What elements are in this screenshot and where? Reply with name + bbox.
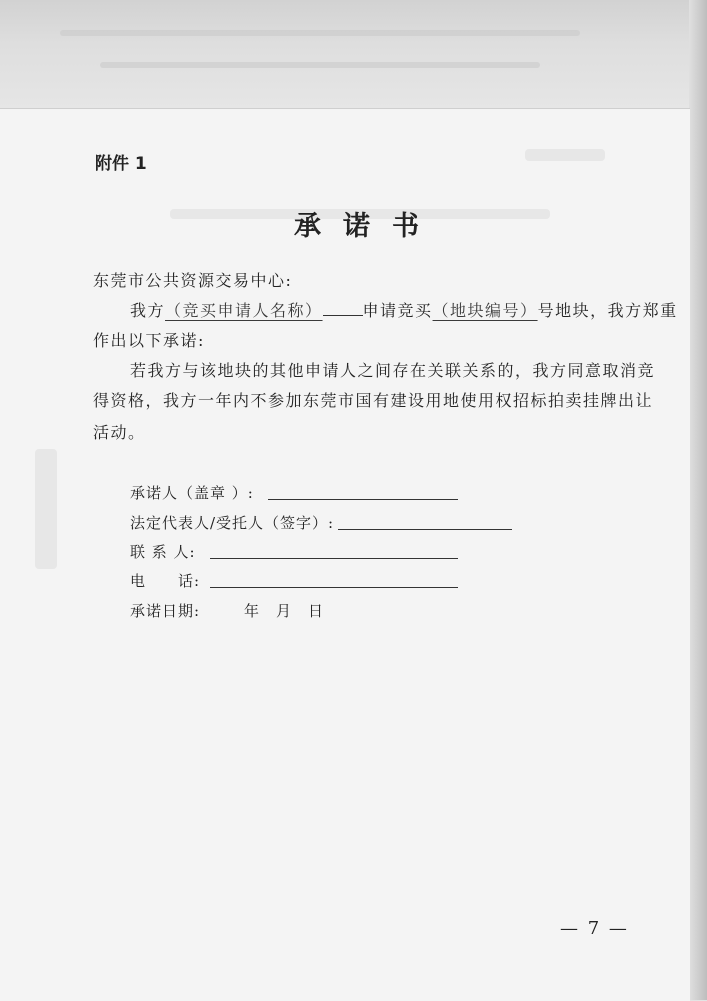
contact-label: 联 系 人: — [130, 543, 196, 561]
addressee: 东莞市公共资源交易中心: — [93, 271, 293, 290]
page-number: — 7 — — [560, 918, 629, 939]
document-title: 承诺书 — [294, 211, 441, 242]
legal-rep-signature-line — [338, 528, 512, 530]
date-value: 年 月 日 — [244, 602, 325, 620]
commitment-line-1 — [130, 296, 678, 326]
bleed-through-text — [60, 30, 580, 36]
bleed-through-text — [100, 62, 540, 68]
underline-blank — [323, 299, 363, 316]
promisor-label: 承诺人（盖章 ）: — [130, 484, 254, 502]
bleed-through-mark — [35, 449, 57, 569]
annex-label: 附件 1 — [95, 154, 147, 174]
date-label: 承诺日期: — [130, 602, 201, 620]
para1-mid: 申请竞买 — [362, 301, 433, 320]
scan-right-edge — [689, 0, 707, 1000]
para1-prefix: 我方 — [130, 301, 166, 320]
commitment-para2-line-1: 若我方与该地块的其他申请人之间存在关联关系的，我方同意取消竞 — [130, 361, 656, 380]
commitment-line-2: 作出以下承诺: — [93, 331, 205, 350]
legal-rep-label: 法定代表人/受托人（签字）: — [130, 514, 335, 532]
bleed-through-mark — [525, 149, 605, 161]
phone-label: 电 话: — [130, 572, 201, 590]
parcel-number-field: （地块编号） — [432, 301, 538, 320]
para1-suffix: 号地块，我方郑重 — [537, 301, 678, 320]
contact-line — [210, 557, 458, 559]
commitment-para2-line-3: 活动。 — [93, 423, 146, 442]
promisor-signature-line — [268, 498, 458, 500]
applicant-name-field: （竞买申请人名称） — [165, 301, 323, 320]
commitment-para2-line-2: 得资格，我方一年内不参加东莞市国有建设用地使用权招标拍卖挂牌出让 — [93, 391, 654, 410]
scan-top-bleed — [0, 0, 707, 110]
phone-line — [210, 586, 458, 588]
